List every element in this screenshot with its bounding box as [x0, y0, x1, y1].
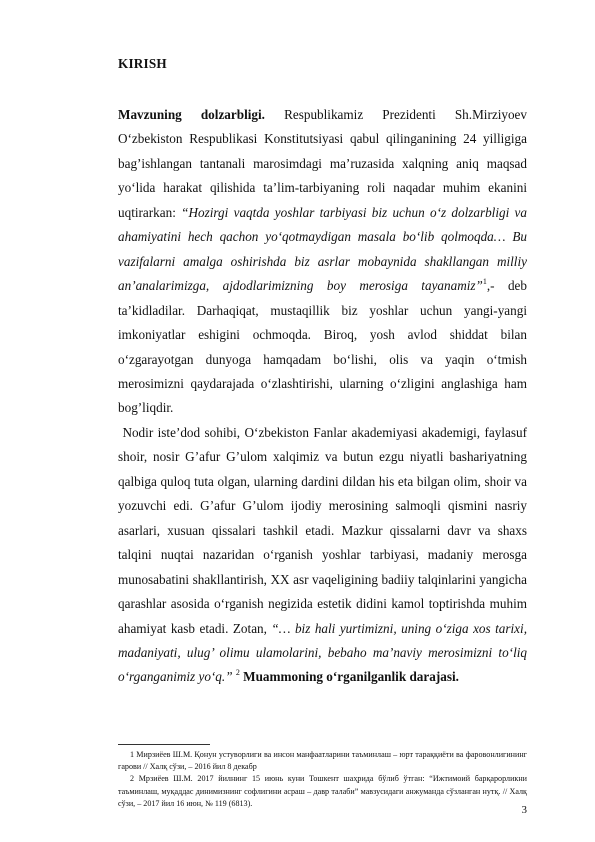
heritage-quote: “… biz hali yurtimizni, uning o‘ziga xos tarixi, madaniyati, ulug’ olimu ulamolarini, bebaho ma’naviy merosimizni to‘liq o‘rganganimiz yo‘q.”	[118, 620, 527, 685]
footnote-2: 2 Мрзиёев Ш.М. 2017 йилнинг 15 июнь куни Тошкент шаҳрида бўлиб ўтган: “Ижтимоий барқарорликни таъминлаш, муқаддас динимизнинг софлигини асраш – давр талаби” мавзусидаги анжуманда сўзланган нутқ. // Халқ сўзи, – 2017 йил 16 июн, № 119 (6813).	[118, 774, 527, 808]
paragraph-relevance	[118, 103, 527, 421]
study-degree-heading: Muammoning o‘rganilganlik darajasi.	[243, 669, 459, 685]
footnotes	[118, 749, 527, 810]
footnote-1: 1 Мирзиёев Ш.М. Қонун устуворлиги ва инсон манфаатларини таъминлаш – юрт тараққиёти ва фаровонлигининг гарови // Халқ сўзи, – 2016 йил 8 декабр	[118, 750, 527, 772]
relevance-text-2: ,- deb ta’kidladilar. Darhaqiqat, mustaqillik biz yoshlar uchun yangi-yangi imkoniyatlar eshigini ochmoqda. Biroq, yosh avlod shiddat bilan o‘zgarayotgan dunyoga hamqadam bo‘lishi, olis va yaqin o‘tmish merosimizni qaydarajada o‘zlashtirishi, ularning o‘zligini anglashiga ham bog’liqdir.	[118, 278, 527, 416]
footnote-ref-2[interactable]: 2	[235, 668, 240, 678]
page-number: 3	[521, 804, 527, 816]
body-text	[118, 103, 527, 690]
footnote-ref-1[interactable]: 1	[482, 277, 487, 287]
president-quote: “Hozirgi vaqtda yoshlar tarbiyasi biz uchun o‘z dolzarbligi va ahamiyatini hech qachon yo‘qotmaydigan masala bo‘lib qolmoqda… Bu vazifalarni amalga oshirishda biz asrlar mobaynida shakllangan milliy an’analarimizga, ajdodlarimizning boy merosiga tayanamiz”	[118, 204, 527, 294]
relevance-text-1: Respublikamiz Prezidenti Sh.Mirziyoev O‘zbekiston Respublikasi Konstitutsiyasi qabul qilinganining 24 yilligiga bag’ishlangan tantanali marosimdagi ma’ruzasida xalqning aniq maqsad yo‘lida harakat qilishida ta’lim-tarbiyaning roli naqadar muhim ekanini uqtirarkan:	[118, 107, 527, 220]
gafur-text-1: Nodir iste’dod sohibi, O‘zbekiston Fanlar akademiyasi akademigi, faylasuf shoir, nosir G’afur G’ulom xalqimiz va butun ezgu niyatli bashariyatning qalbiga quloq tuta olgan, ularning dardini dildan his eta bilgan olim, shoir va yozuvchi edi. G’afur G’ulom ijodiy merosining salmoqli qismini nasriy asarlari, xusuan qissalari tashkil etadi. Mazkur qissalarni davr va shaxs talqini nuqtai nazaridan o‘rganish yoshlar tarbiyasi, madaniy merosga munosabatini shakllantirish, XX asr vaqeligining badiiy talqinlarini yangicha qarashlar asosida o‘rganish negizida estetik didini kamol toptirishda muhim ahamiyat kasb etadi. Zotan,	[118, 424, 528, 636]
section-heading: KIRISH	[118, 56, 167, 71]
relevance-lead: Mavzuning dolzarbligi.	[118, 107, 265, 122]
paragraph-gafur-gulom	[118, 421, 527, 690]
footnote-separator	[118, 744, 210, 745]
